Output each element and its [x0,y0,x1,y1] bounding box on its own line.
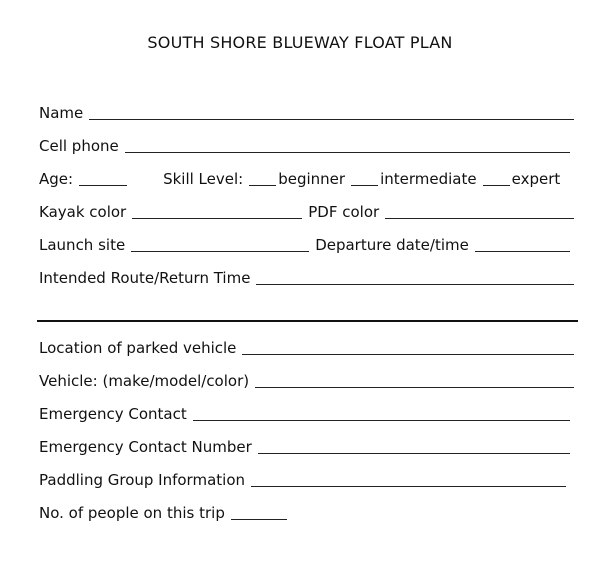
parked-vehicle-field[interactable] [242,338,574,355]
departure-field[interactable] [475,235,570,252]
emergency-contact-label: Emergency Contact [39,405,187,423]
group-info-field[interactable] [251,470,566,487]
form-title: SOUTH SHORE BLUEWAY FLOAT PLAN [147,33,453,52]
launch-site-label: Launch site [39,236,126,254]
pdf-color-field[interactable] [385,202,574,219]
vehicle-row [39,368,574,390]
parked-vehicle-row [39,335,574,357]
age-label: Age: [39,170,74,188]
name-label: Name [39,104,84,122]
section-divider [37,320,578,322]
emergency-contact-field[interactable] [193,404,570,421]
age-skill-row [39,166,574,188]
skill-expert-blank[interactable] [483,169,510,186]
kayak-color-label: Kayak color [39,203,127,221]
emergency-number-label: Emergency Contact Number [39,438,252,456]
vehicle-label: Vehicle: (make/model/color) [39,372,250,390]
skill-expert-label: expert [511,170,561,188]
group-info-row [39,467,566,489]
launch-site-field[interactable] [131,235,309,252]
pdf-color-label: PDF color [308,203,380,221]
emergency-number-row [39,434,570,456]
skill-intermediate-label: intermediate [380,170,477,188]
departure-label: Departure date/time [315,236,469,254]
skill-beginner-blank[interactable] [249,169,276,186]
skill-beginner-label: beginner [278,170,346,188]
cell-phone-field[interactable] [125,136,570,153]
emergency-contact-row [39,401,570,423]
name-row [39,100,574,122]
skill-intermediate-blank[interactable] [351,169,378,186]
people-count-row [39,500,574,522]
kayak-color-field[interactable] [132,202,302,219]
people-count-field[interactable] [231,503,287,520]
group-info-label: Paddling Group Information [39,471,246,489]
cell-phone-label: Cell phone [39,137,119,155]
age-field[interactable] [79,169,127,186]
launch-departure-row [39,232,570,254]
emergency-number-field[interactable] [258,437,570,454]
cell-phone-row [39,133,570,155]
route-field[interactable] [256,268,574,285]
vehicle-field[interactable] [255,371,574,388]
people-count-label: No. of people on this trip [39,504,225,522]
route-label: Intended Route/Return Time [39,269,251,287]
parked-vehicle-label: Location of parked vehicle [39,339,237,357]
skill-level-label: Skill Level: [163,170,244,188]
name-field[interactable] [89,103,574,120]
route-row [39,265,574,287]
kayak-pdf-row [39,199,574,221]
